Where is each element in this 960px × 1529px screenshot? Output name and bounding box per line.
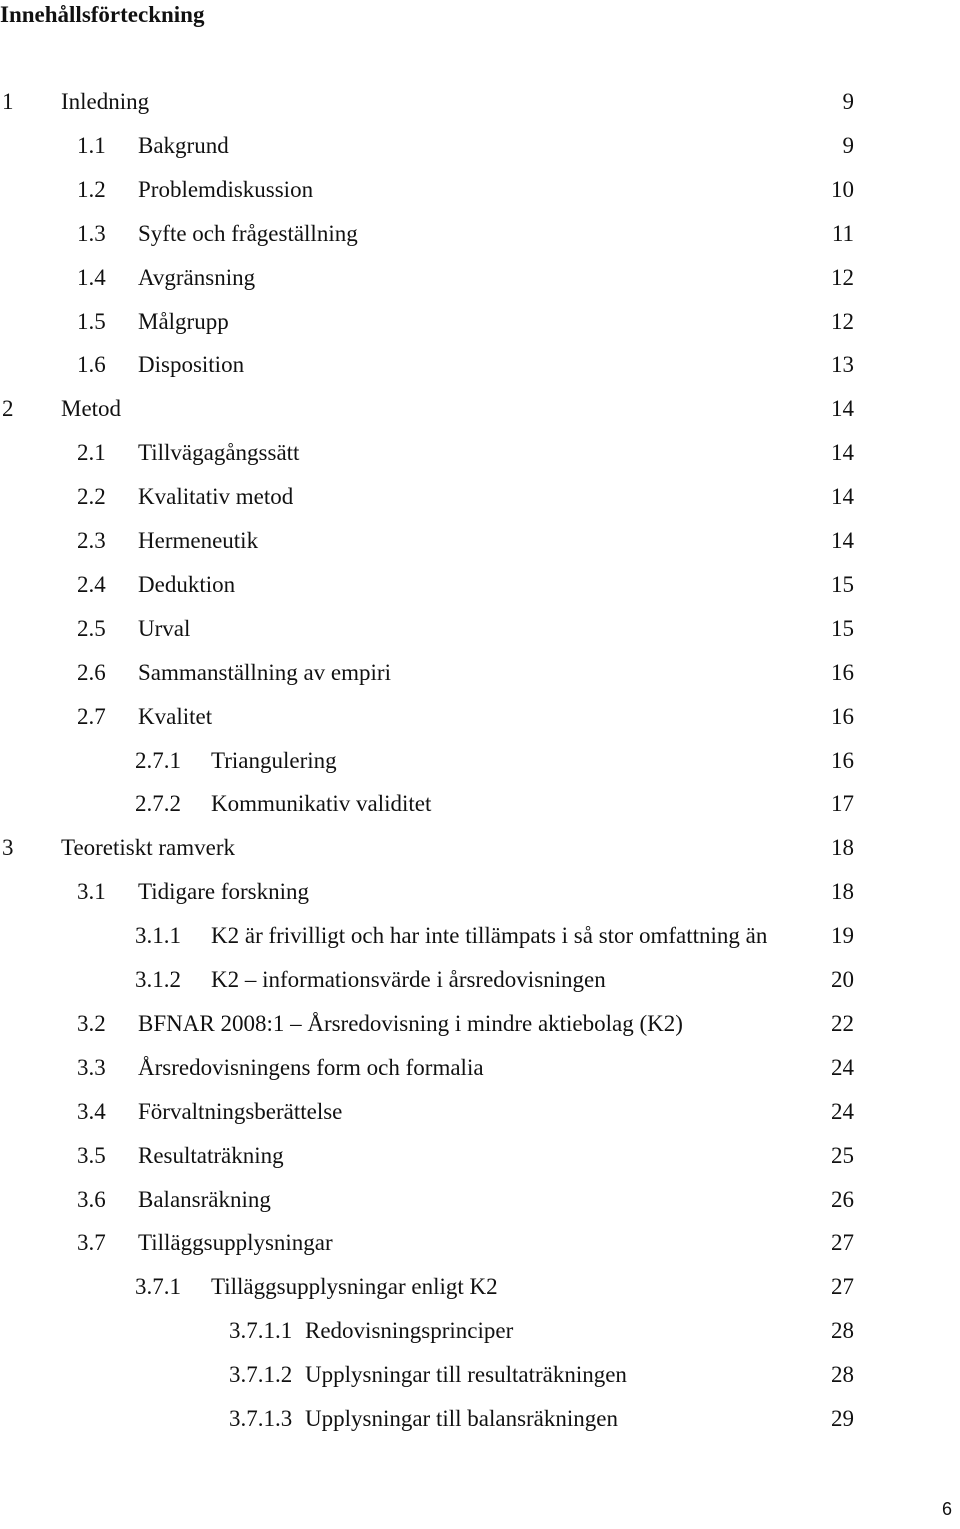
toc-entry[interactable] (0, 1270, 960, 1304)
toc-entry[interactable] (0, 392, 960, 426)
toc-entry-page: 27 (831, 1230, 854, 1255)
toc-entry-title: Målgrupp (138, 309, 229, 334)
toc-entry[interactable] (0, 348, 960, 382)
toc-entry[interactable] (0, 787, 960, 821)
toc-entry[interactable] (0, 1226, 960, 1260)
toc-entry-number: 3.6 (77, 1187, 106, 1212)
toc-entry-number: 2.2 (77, 484, 106, 509)
toc-entry-number: 3.7.1 (135, 1274, 181, 1299)
toc-entry-title: BFNAR 2008:1 – Årsredovisning i mindre aktiebolag (K2) (138, 1011, 683, 1036)
toc-entry-title: Tilläggsupplysningar (138, 1230, 333, 1255)
toc-entry[interactable] (0, 744, 960, 778)
toc-entry-title: Tilläggsupplysningar enligt K2 (211, 1274, 498, 1299)
toc-entry-page: 18 (831, 835, 854, 860)
toc-entry-number: 2.1 (77, 440, 106, 465)
toc-entry-number: 1.5 (77, 309, 106, 334)
toc-entry[interactable] (0, 875, 960, 909)
toc-entry[interactable] (0, 1051, 960, 1085)
toc-entry-title: Bakgrund (138, 133, 229, 158)
toc-entry-page: 14 (831, 484, 854, 509)
toc-entry-title: Tidigare forskning (138, 879, 310, 904)
toc-entry-page: 16 (831, 704, 854, 729)
toc-entry-page: 15 (831, 572, 854, 597)
toc-entry-page: 18 (831, 879, 854, 904)
toc-entry[interactable] (0, 85, 960, 119)
toc-entry-page: 10 (831, 177, 854, 202)
toc-entry[interactable] (0, 261, 960, 295)
toc-entry-title: Problemdiskussion (138, 177, 314, 202)
toc-entry[interactable] (0, 1314, 960, 1348)
toc-entry-title: K2 – informationsvärde i årsredovisningen (211, 967, 606, 992)
toc-entry-title: Triangulering (211, 748, 337, 773)
toc-entry-title: K2 är frivilligt och har inte tillämpats i så stor omfattning än (211, 923, 768, 948)
toc-entry-number: 2.7.1 (135, 748, 181, 773)
toc-entry-page: 14 (831, 528, 854, 553)
toc-entry-title: Upplysningar till balansräkningen (305, 1406, 618, 1431)
toc-entry[interactable] (0, 1007, 960, 1041)
toc-entry-page: 22 (831, 1011, 854, 1036)
toc-entry-title: Kvalitet (138, 704, 213, 729)
toc-entry-page: 28 (831, 1362, 854, 1387)
toc-entry-page: 12 (831, 265, 854, 290)
toc-entry-number: 1.6 (77, 352, 106, 377)
toc-entry-title: Teoretiskt ramverk (61, 835, 236, 860)
toc-entry-number: 3.7.1.2 (229, 1362, 293, 1387)
toc-entry[interactable] (0, 305, 960, 339)
toc-entry-number: 2.3 (77, 528, 106, 553)
toc-entry-page: 17 (831, 791, 854, 816)
toc-entry[interactable] (0, 524, 960, 558)
toc-entry[interactable] (0, 612, 960, 646)
toc-entry-number: 2.6 (77, 660, 106, 685)
toc-entry-title: Redovisningsprinciper (305, 1318, 514, 1343)
toc-entry-page: 27 (831, 1274, 854, 1299)
toc-entry-page: 9 (842, 133, 854, 158)
toc-entry-number: 3.3 (77, 1055, 106, 1080)
toc-entry-number: 3.7.1.3 (229, 1406, 293, 1431)
page-number: 6 (941, 1499, 952, 1519)
toc-entry[interactable] (0, 173, 960, 207)
toc-entry-title: Kommunikativ validitet (211, 791, 432, 816)
toc-entry-number: 3.1.2 (135, 967, 181, 992)
toc-entry-number: 1.2 (77, 177, 106, 202)
toc-entry[interactable] (0, 919, 960, 953)
toc-entry-title: Hermeneutik (138, 528, 259, 553)
toc-entry-title: Syfte och frågeställning (138, 221, 358, 246)
toc-entry-number: 3.2 (77, 1011, 106, 1036)
toc-entry[interactable] (0, 1139, 960, 1173)
toc-entry[interactable] (0, 700, 960, 734)
toc-entry-title: Urval (138, 616, 191, 641)
toc-entry-title: Tillvägagångssätt (138, 440, 300, 465)
toc-entry-number: 3.1.1 (135, 923, 181, 948)
toc-entry-title: Kvalitativ metod (138, 484, 294, 509)
toc-entry[interactable] (0, 1402, 960, 1436)
toc-entry-title: Avgränsning (138, 265, 256, 290)
toc-entry-number: 1.1 (77, 133, 106, 158)
toc-entry-number: 3 (2, 835, 14, 860)
toc-entry-number: 2.4 (77, 572, 106, 597)
toc-entry-number: 2.7.2 (135, 791, 181, 816)
toc-entry-page: 20 (831, 967, 854, 992)
toc-entry-number: 3.7 (77, 1230, 106, 1255)
toc-heading: Innehållsförteckning (0, 2, 205, 27)
toc-entry-page: 15 (831, 616, 854, 641)
toc-entry-page: 28 (831, 1318, 854, 1343)
toc-entry[interactable] (0, 217, 960, 251)
toc-entry[interactable] (0, 1095, 960, 1129)
toc-entry-title: Disposition (138, 352, 245, 377)
toc-entry-title: Resultaträkning (138, 1143, 284, 1168)
toc-entry[interactable] (0, 129, 960, 163)
toc-entry[interactable] (0, 1358, 960, 1392)
toc-entry-number: 1.3 (77, 221, 106, 246)
toc-entry-title: Inledning (61, 89, 150, 114)
toc-entry-page: 16 (831, 748, 854, 773)
toc-entry-title: Sammanställning av empiri (138, 660, 391, 685)
toc-entry-page: 26 (831, 1187, 854, 1212)
toc-entry-number: 3.4 (77, 1099, 106, 1124)
toc-entry-number: 3.7.1.1 (229, 1318, 293, 1343)
toc-entry-page: 11 (831, 221, 854, 246)
toc-entry-number: 3.1 (77, 879, 106, 904)
toc-entry-title: Metod (61, 396, 122, 421)
toc-entry-number: 3.5 (77, 1143, 106, 1168)
toc-entry-page: 24 (831, 1055, 854, 1080)
toc-entry-page: 25 (831, 1143, 854, 1168)
toc-entry-title: Deduktion (138, 572, 236, 597)
toc-entry-number: 2 (2, 396, 14, 421)
toc-entry-page: 14 (831, 440, 854, 465)
toc-entry-number: 1.4 (77, 265, 106, 290)
toc-entry-page: 29 (831, 1406, 854, 1431)
toc-entry[interactable] (0, 1183, 960, 1217)
toc-entry-page: 9 (842, 89, 854, 114)
toc-entry[interactable] (0, 656, 960, 690)
toc-entry-title: Balansräkning (138, 1187, 271, 1212)
toc-entry[interactable] (0, 963, 960, 997)
toc-entry[interactable] (0, 831, 960, 865)
toc-entry-number: 2.5 (77, 616, 106, 641)
toc-entry-page: 19 (831, 923, 854, 948)
toc-entry-title: Upplysningar till resultaträkningen (305, 1362, 627, 1387)
toc-entry-title: Årsredovisningens form och formalia (138, 1055, 484, 1080)
toc-entry-page: 24 (831, 1099, 854, 1124)
toc-entry-page: 12 (831, 309, 854, 334)
toc-entry-number: 2.7 (77, 704, 106, 729)
toc-entry-number: 1 (2, 89, 14, 114)
toc-entry[interactable] (0, 436, 960, 470)
toc-entry-page: 14 (831, 396, 854, 421)
toc-entry-page: 13 (831, 352, 854, 377)
toc-entry-page: 16 (831, 660, 854, 685)
toc-entry[interactable] (0, 568, 960, 602)
toc-entry[interactable] (0, 480, 960, 514)
toc-entry-title: Förvaltningsberättelse (138, 1099, 343, 1124)
